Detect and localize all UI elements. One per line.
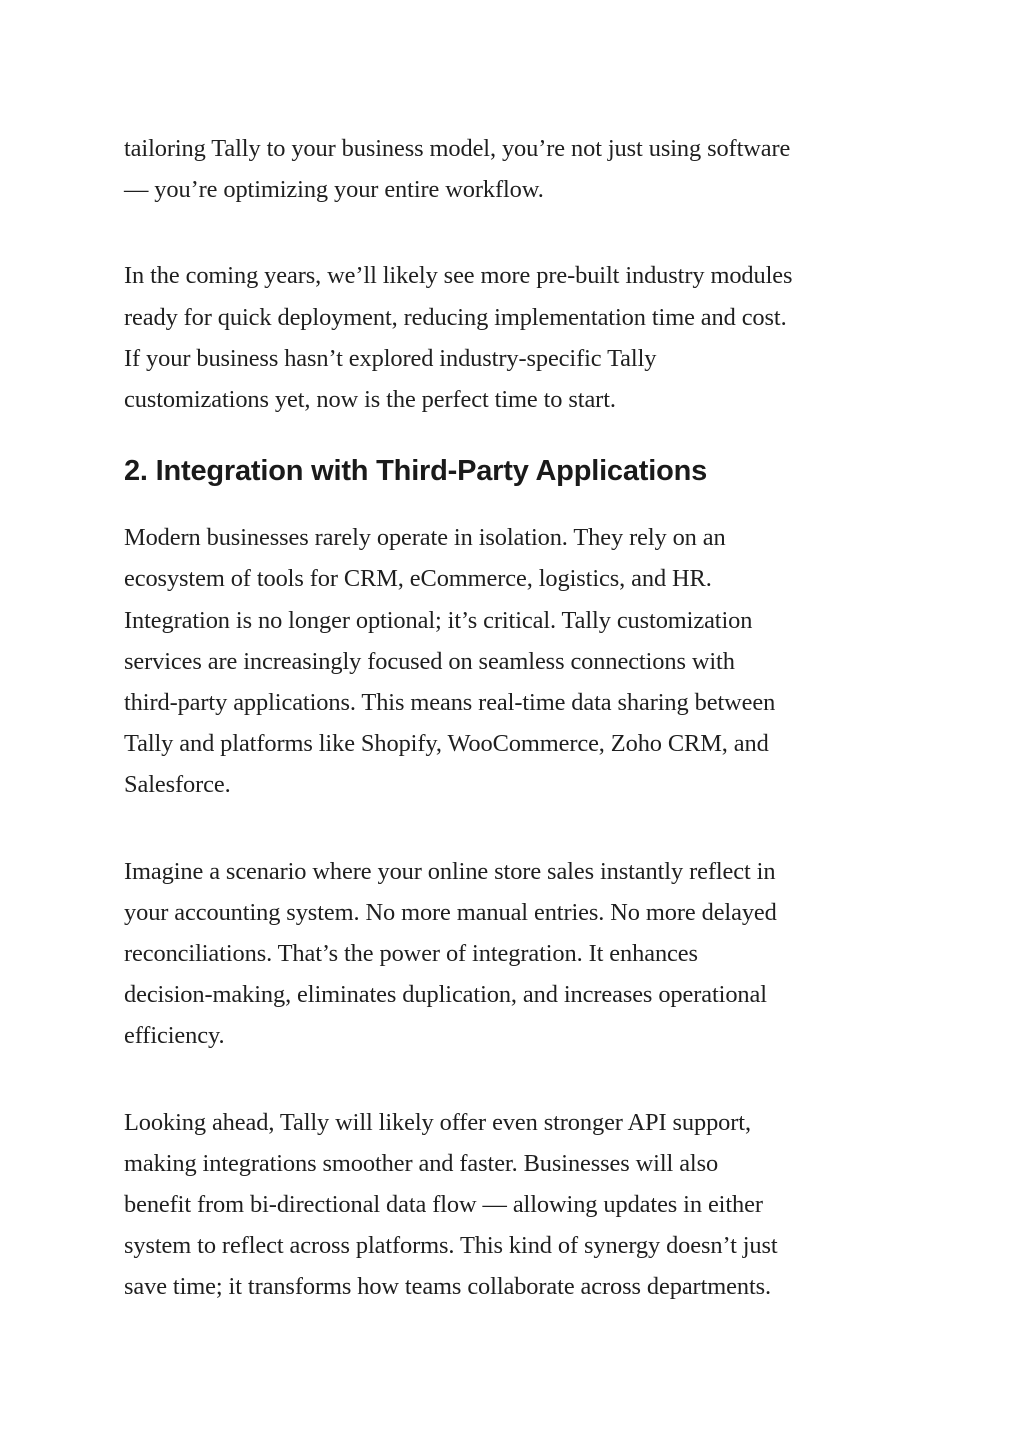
text-line: Tally and platforms like Shopify, WooCommerce, Zoho CRM, and bbox=[124, 730, 769, 758]
paragraph-coming-years bbox=[124, 255, 914, 420]
heading-gap-bottom bbox=[124, 489, 914, 517]
paragraph-imagine-scenario bbox=[124, 851, 914, 1057]
text-line: tailoring Tally to your business model, you’re not just using software bbox=[124, 135, 791, 162]
text-line: Salesforce. bbox=[124, 771, 231, 799]
document-page bbox=[124, 128, 914, 1308]
text-line: If your business hasn’t explored industry-specific Tally bbox=[124, 344, 657, 372]
text-line: your accounting system. No more manual entries. No more delayed bbox=[124, 898, 777, 926]
text-line: benefit from bi-directional data flow — allowing updates in either bbox=[124, 1191, 763, 1219]
text-line: save time; it transforms how teams collaborate across departments. bbox=[124, 1273, 772, 1301]
text-line: ecosystem of tools for CRM, eCommerce, logistics, and HR. bbox=[124, 565, 712, 593]
text-line: Modern businesses rarely operate in isolation. They rely on an bbox=[124, 524, 726, 552]
text-line: Looking ahead, Tally will likely offer even stronger API support, bbox=[124, 1108, 751, 1136]
paragraph-modern-businesses bbox=[124, 517, 914, 805]
text-line: efficiency. bbox=[124, 1022, 225, 1050]
text-line: reconciliations. That’s the power of integration. It enhances bbox=[124, 940, 698, 968]
paragraph-looking-ahead bbox=[124, 1102, 914, 1308]
text-line: In the coming years, we’ll likely see more pre-built industry modules bbox=[124, 262, 793, 290]
text-line: customizations yet, now is the perfect time to start. bbox=[124, 386, 616, 414]
paragraph-gap bbox=[124, 1057, 914, 1102]
text-line: — you’re optimizing your entire workflow. bbox=[124, 176, 544, 204]
text-line: decision-making, eliminates duplication, and increases operational bbox=[124, 981, 767, 1009]
text-line: services are increasingly focused on seamless connections with bbox=[124, 647, 735, 675]
paragraph-gap bbox=[124, 806, 914, 851]
text-line: third-party applications. This means real-time data sharing between bbox=[124, 689, 776, 717]
heading-gap-top bbox=[124, 420, 914, 453]
text-line: making integrations smoother and faster. Businesses will also bbox=[124, 1149, 719, 1177]
text-line: Integration is no longer optional; it’s critical. Tally customization bbox=[124, 606, 753, 634]
text-line: ready for quick deployment, reducing implementation time and cost. bbox=[124, 303, 787, 331]
text-line: system to reflect across platforms. This kind of synergy doesn’t just bbox=[124, 1232, 778, 1260]
section-heading: 2. Integration with Third-Party Applications bbox=[124, 455, 708, 488]
text-line: Imagine a scenario where your online store sales instantly reflect in bbox=[124, 857, 776, 885]
paragraph-workflow bbox=[124, 128, 914, 210]
paragraph-gap bbox=[124, 210, 914, 255]
